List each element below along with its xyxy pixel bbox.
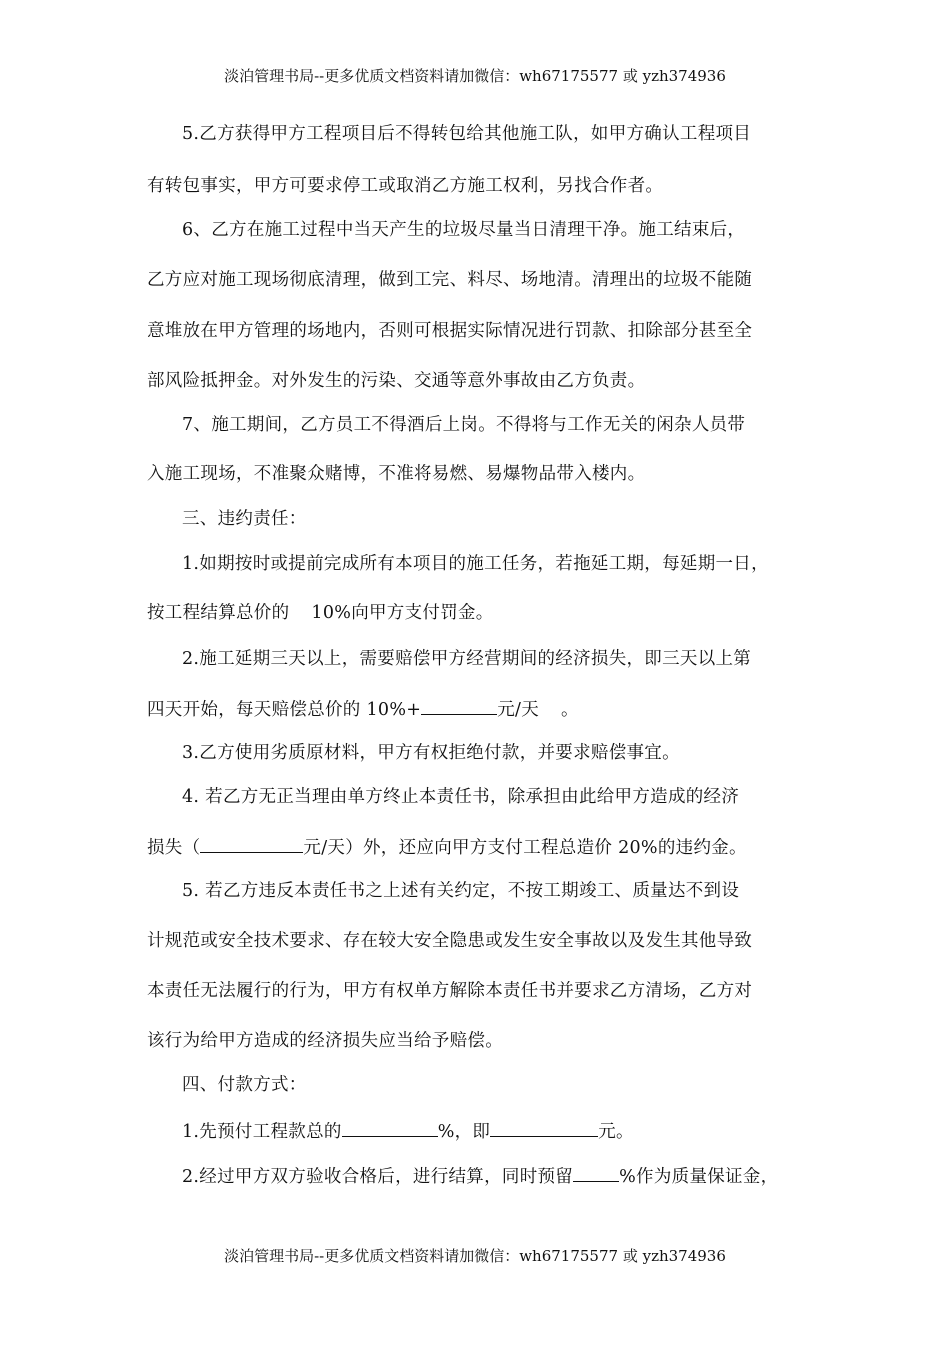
payment-1-text-a: 1.先预付工程款总的 (182, 1122, 342, 1142)
penalty-5-line-2: 计规范或安全技术要求、存在较大安全隐患或发生安全事故以及发生其他导致 (147, 931, 753, 951)
penalty-2-text-c: 。 (561, 700, 579, 720)
penalty-1-text-a: 按工程结算总价的 (147, 603, 290, 623)
page-header: 淡泊管理书局--更多优质文档资料请加微信：wh67175577 或 yzh374936 (224, 67, 726, 85)
section-4-heading: 四、付款方式： (182, 1075, 307, 1095)
section-3-heading: 三、违约责任： (182, 509, 307, 529)
penalty-3-line: 3.乙方使用劣质原材料，甲方有权拒绝付款，并要求赔偿事宜。 (182, 743, 680, 763)
penalty-2-line-2 (147, 696, 579, 722)
penalty-5-line-3: 本责任无法履行的行为，甲方有权单方解除本责任书并要求乙方清场，乙方对 (147, 981, 753, 1001)
clause-5-line-2: 有转包事实，甲方可要求停工或取消乙方施工权利，另找合作者。 (147, 176, 664, 196)
penalty-1-text-b: 10%向甲方支付罚金。 (311, 603, 494, 623)
payment-1-line (182, 1118, 634, 1144)
penalty-2-text-a: 四天开始，每天赔偿总价的 10%+ (147, 700, 422, 720)
clause-6-line-1: 6、乙方在施工过程中当天产生的垃圾尽量当日清理干净。施工结束后， (182, 220, 746, 240)
penalty-4-text-a: 损失（ (147, 838, 201, 858)
payment-2-text-a: 2.经过甲方双方验收合格后，进行结算，同时预留 (182, 1167, 574, 1187)
prepay-percent-blank (342, 1118, 438, 1137)
clause-6-line-3: 意堆放在甲方管理的场地内，否则可根据实际情况进行罚款、扣除部分甚至全 (147, 321, 753, 341)
payment-2-text-b: %作为质量保证金， (619, 1167, 779, 1187)
page-footer: 淡泊管理书局--更多优质文档资料请加微信：wh67175577 或 yzh374936 (224, 1247, 726, 1265)
penalty-5-line-4: 该行为给甲方造成的经济损失应当给予赔偿。 (147, 1031, 503, 1051)
penalty-1-line-1: 1.如期按时或提前完成所有本项目的施工任务，若拖延工期，每延期一日， (182, 554, 769, 574)
retention-percent-blank (573, 1163, 619, 1182)
payment-1-text-c: 元。 (598, 1122, 634, 1142)
clause-5-line-1: 5.乙方获得甲方工程项目后不得转包给其他施工队，如甲方确认工程项目 (182, 124, 752, 144)
clause-7-line-1: 7、施工期间，乙方员工不得酒后上岗。不得将与工作无关的闲杂人员带 (182, 415, 746, 435)
penalty-4-text-b: 元/天）外，还应向甲方支付工程总造价 20%的违约金。 (303, 838, 747, 858)
clause-6-line-4: 部风险抵押金。对外发生的污染、交通等意外事故由乙方负责。 (147, 371, 646, 391)
payment-1-text-b: %，即 (437, 1122, 491, 1142)
penalty-1-line-2 (147, 601, 494, 625)
penalty-2-text-b: 元/天 (497, 700, 540, 720)
payment-2-line (182, 1163, 778, 1189)
clause-6-line-2: 乙方应对施工现场彻底清理，做到工完、料尽、场地清。清理出的垃圾不能随 (147, 270, 753, 290)
penalty-4-line-1: 4. 若乙方无正当理由单方终止本责任书，除承担由此给甲方造成的经济 (182, 787, 740, 807)
prepay-amount-blank (490, 1118, 598, 1137)
penalty-4-line-2 (147, 834, 747, 860)
daily-amount-blank (421, 696, 497, 715)
loss-amount-blank (200, 834, 303, 853)
penalty-5-line-1: 5. 若乙方违反本责任书之上述有关约定，不按工期竣工、质量达不到设 (182, 881, 740, 901)
penalty-2-line-1: 2.施工延期三天以上，需要赔偿甲方经营期间的经济损失，即三天以上第 (182, 649, 752, 669)
clause-7-line-2: 入施工现场，不准聚众赌博，不准将易燃、易爆物品带入楼内。 (147, 464, 646, 484)
